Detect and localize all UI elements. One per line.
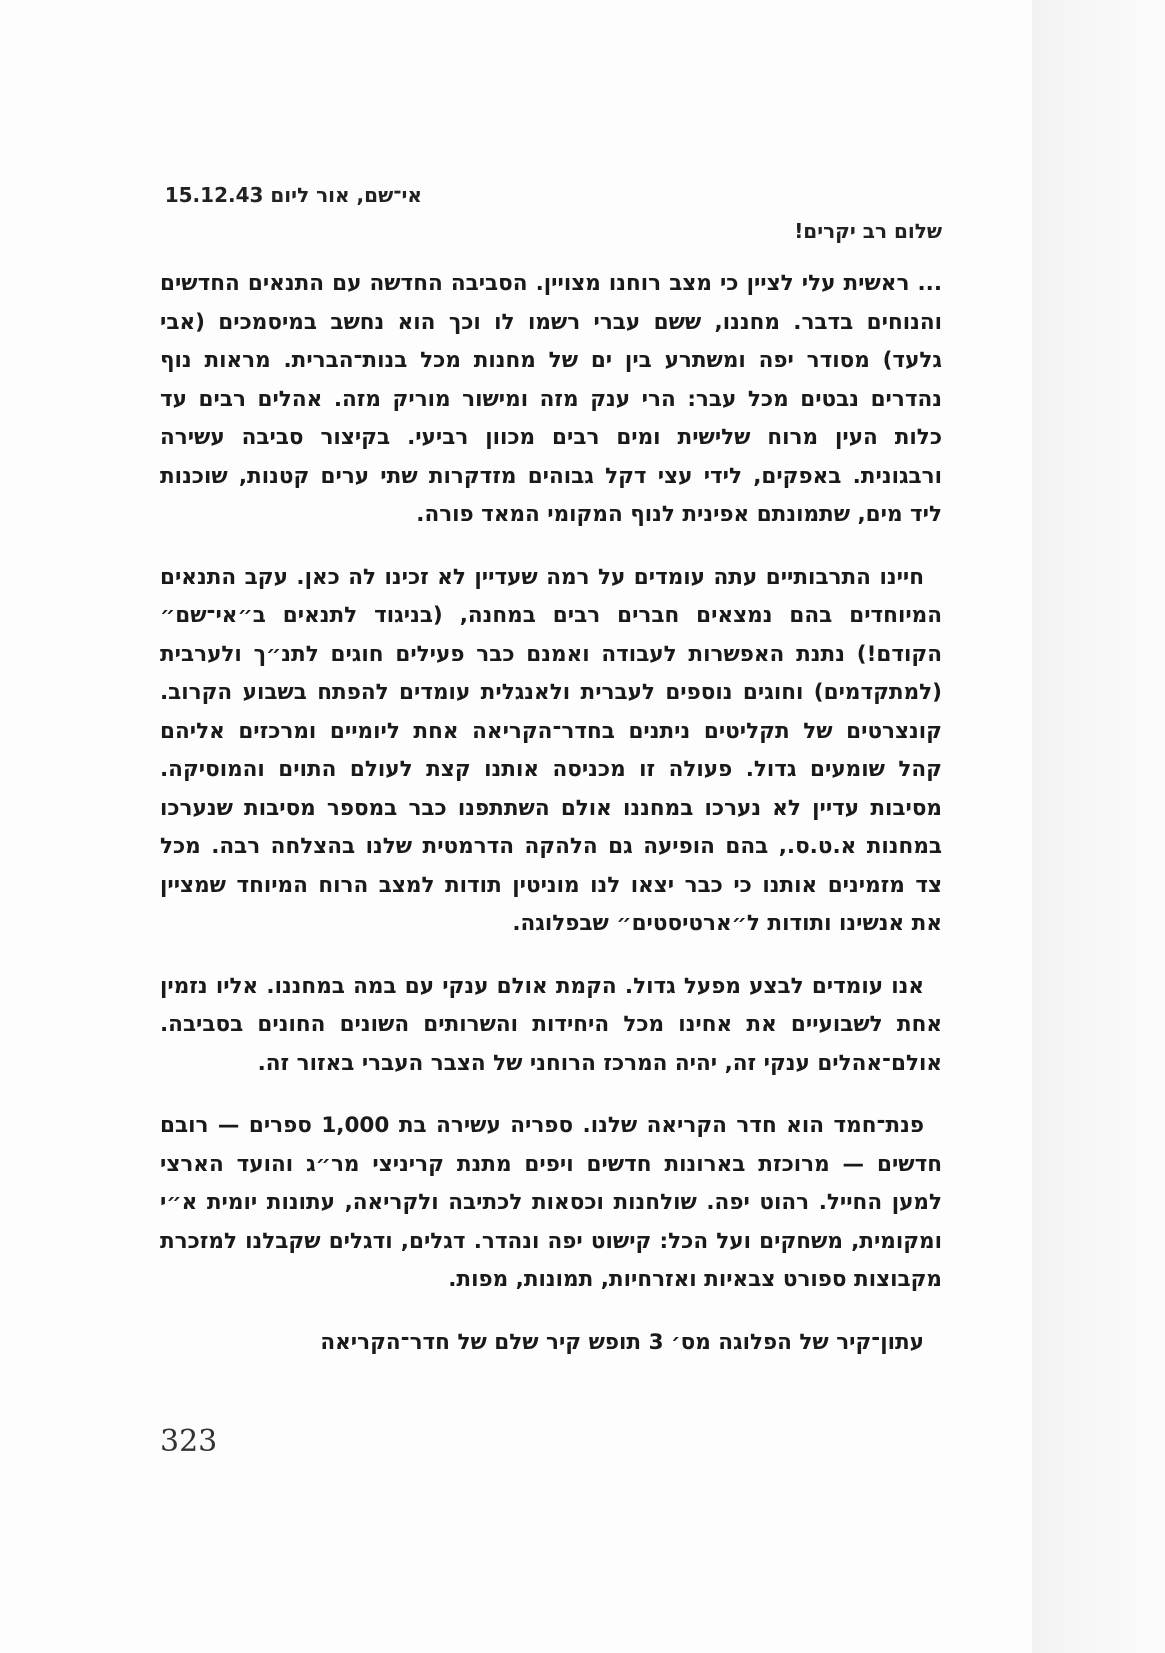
paragraph-wall-newspaper: עתון־קיר של הפלוגה מס׳ 3 תופש קיר שלם של חדר־הקריאה xyxy=(320,1329,924,1355)
letter-header xyxy=(160,183,942,259)
paragraph-surroundings: ... ראשית עלי לציין כי מצב רוחנו מצויין. הסביבה החדשה עם התנאים החדשים והנוחים בדבר. מחננו, ששם עברי רשמו לו וכך הוא נחשב במיסמכים (אבי גלעד) מסודר יפה ומשתרע בין ים של מחנות מכל בנות־הברית. מראות נוף נהדרים נבטים מכל עבר: הרי ענק מזה ומישור מוריק מזה. אהלים רבים עד כלות העין מרוח שלישית ומים רבים מכוון רביעי. בקיצור סביבה עשירה ורבגונית. באפקים, לידי עצי דקל גבוהים מזדקרות שתי ערים קטנות, שוכנות ליד מים, שתמונתם אפינית לנוף המקומי המאד פורה. xyxy=(160,271,942,527)
paragraph-reading-room: פנת־חמד הוא חדר הקריאה שלנו. ספריה עשירה בת 1,000 ספרים — רובם חדשים — מרוכזת בארונות חדשים ויפים מתנת קריניצי מר״ג והועד הארצי למען החייל. רהוט יפה. שולחנות וכסאות לכתיבה ולקריאה, עתונות יומית א״י ומקומית, משחקים ועל הכל: קישוט יפה ונהדר. דגלים, ודגלים שקבלנו למזכרת מקבוצות ספורט צבאיות ואזרחיות, תמונות, מפות. xyxy=(160,1113,942,1292)
location-date-line: אי־שם, אור ליום 15.12.43 xyxy=(164,183,422,207)
scan-margin xyxy=(1032,0,1165,1653)
page-number: 323 xyxy=(160,1424,218,1459)
paragraph-hall-project: אנו עומדים לבצע מפעל גדול. הקמת אולם ענקי עם במה במחננו. אליו נזמין אחת לשבועיים את אחינו מכל היחידות והשרותים השונים החונים בסביבה. אולם־אהלים ענקי זה, יהיה המרכז הרוחני של הצבר העברי באזור זה. xyxy=(160,973,942,1076)
paragraph-cultural-life: חיינו התרבותיים עתה עומדים על רמה שעדיין לא זכינו לה כאן. עקב התנאים המיוחדים בהם נמצאים חברים רבים במחנה, (בניגוד לתנאים ב״אי־שם״ הקודם!) נתנת האפשרות לעבודה ואמנם כבר פעילים חוגים לתנ״ך ולערבית (למתקדמים) וחוגים נוספים לעברית ולאנגלית עומדים להפתח בשבוע הקרוב. קונצרטים של תקליטים ניתנים בחדר־הקריאה אחת ליומיים ומרכזים אליהם קהל שומעים גדול. פעולה זו מכניסה אותנו קצת לעולם התוים והמוסיקה. מסיבות עדיין לא נערכו במחננו אולם השתתפנו כבר במספר מסיבות שנערכו במחנות א.ט.ס., בהם הופיעה גם הלהקה הדרמטית שלנו בהצלחה רבה. מכל צד מזמינים אותנו כי כבר יצאו לנו מוניטין תודות למצב הרוח המיוחד שמציין את אנשינו ותודות ל״ארטיסטים״ שבפלוגה. xyxy=(160,564,942,936)
letter-body xyxy=(160,265,942,1386)
greeting-line: שלום רב יקרים! xyxy=(794,219,942,243)
